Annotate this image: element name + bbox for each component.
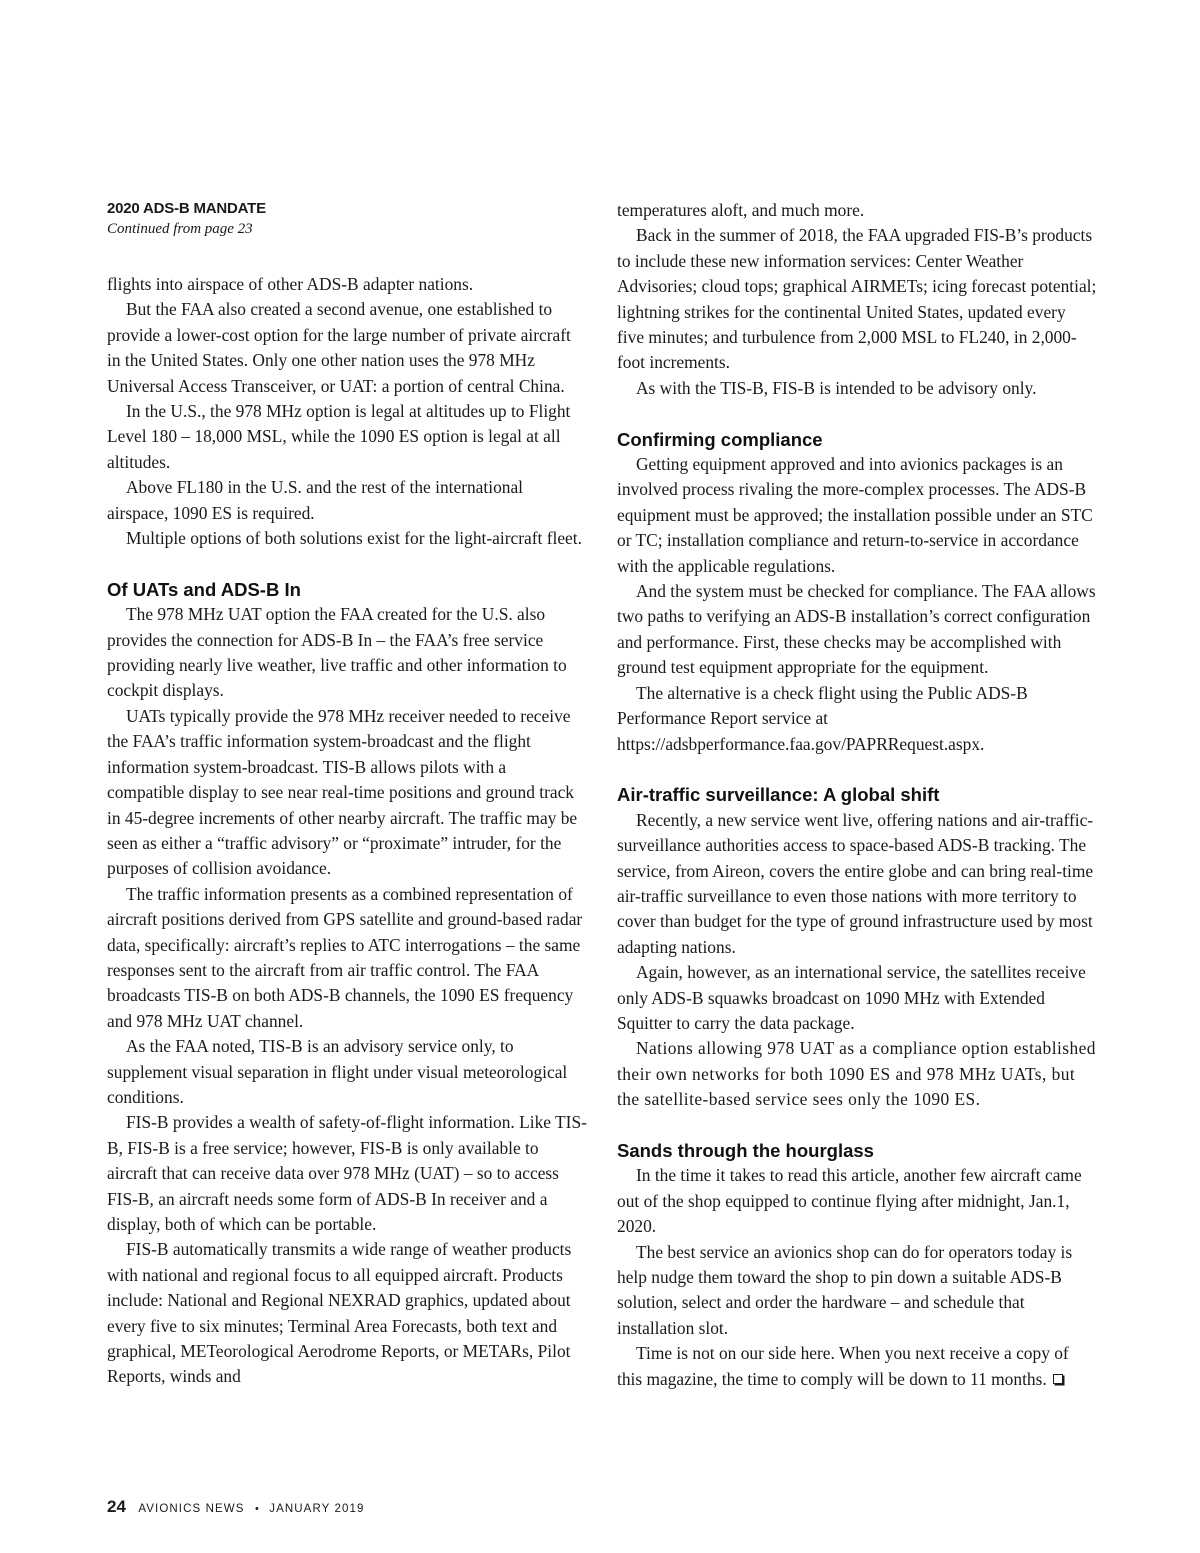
publication-name: AVIONICS NEWS bbox=[138, 1503, 245, 1515]
body-paragraph bbox=[617, 452, 1097, 579]
paragraph-text: UATs typically provide the 978 MHz receiver needed to receive the FAA’s traffic information system-broadcast and the flight information system-broadcast. TIS-B allows pilots with a compatible display to see near real-time positions and ground track in 45-degree increments of other nearby aircraft. The traffic may be seen as either a “traffic advisory” or “proximate” intruder, for the purposes of collision avoidance. bbox=[107, 705, 578, 879]
square-end-mark-icon bbox=[1053, 1374, 1063, 1384]
body-paragraph bbox=[107, 399, 587, 475]
left-column bbox=[107, 198, 587, 1390]
issue-date: JANUARY 2019 bbox=[269, 1503, 365, 1515]
paragraph-text: But the FAA also created a second avenue, one established to provide a lower-cost option for the large number of private aircraft in the United States. Only one other nation uses the 978 MHz Universal Access Transceiver, or UAT: a portion of central China. bbox=[107, 299, 571, 396]
paragraph-text: Time is not on our side here. When you next receive a copy of this magazine, the time to comply will be down to 11 months. bbox=[617, 1343, 1069, 1389]
right-column bbox=[617, 198, 1097, 1392]
body-paragraph bbox=[617, 579, 1097, 681]
paragraph-text: Nations allowing 978 UAT as a compliance option established their own networks for both 1090 ES and 978 MHz UATs, but the satellite-based service sees only the 1090 ES. bbox=[617, 1038, 1096, 1110]
section-heading-text: Sands through the hourglass bbox=[617, 1139, 874, 1161]
paragraph-text: Recently, a new service went live, offering nations and air-traffic-surveillance authorities access to space-based ADS-B tracking. The service, from Aireon, covers the entire globe and can bring real-time air-traffic surveillance to even those nations with more territory to cover than budget for the type of ground infrastructure used by most adapting nations. bbox=[617, 809, 1094, 957]
paragraph-text: Getting equipment approved and into avionics packages is an involved process rivaling the more-complex processes. The ADS-B equipment must be approved; the installation possible under an STC or TC; installation compliance and return-to-service in accordance with the applicable regulations. bbox=[617, 454, 1093, 576]
body-paragraph bbox=[617, 376, 1097, 401]
section-heading-text: Confirming compliance bbox=[617, 428, 823, 450]
right-column-body bbox=[617, 198, 1097, 1392]
body-paragraph bbox=[107, 1237, 587, 1389]
body-paragraph bbox=[107, 1034, 587, 1110]
section-heading bbox=[617, 1138, 1097, 1163]
continuation-header-title: 2020 ADS-B MANDATE bbox=[107, 200, 266, 217]
paragraph-text: Back in the summer of 2018, the FAA upgraded FIS-B’s products to include these new information services: Center Weather Advisories; cloud tops; graphical AIRMETs; icing forecast potential; lightning strikes for the continental United States, updated every five minutes; and turbulence from 2,000 MSL to FL240, in 2,000-foot increments. bbox=[617, 225, 1097, 373]
page-footer bbox=[107, 1497, 365, 1521]
body-paragraph bbox=[617, 808, 1097, 960]
body-paragraph bbox=[617, 1163, 1097, 1239]
paragraph-text: And the system must be checked for compliance. The FAA allows two paths to verifying an ADS-B installation’s correct configuration and performance. First, these checks may be accomplished with ground test equipment appropriate for the equipment. bbox=[617, 581, 1096, 678]
section-heading-text: Of UATs and ADS-B In bbox=[107, 578, 301, 600]
section-heading-text: Air-traffic surveillance: A global shift bbox=[617, 784, 940, 806]
paragraph-text: temperatures aloft, and much more. bbox=[617, 200, 865, 220]
paragraph-text: Again, however, as an international service, the satellites receive only ADS-B squawks broadcast on 1090 MHz with Extended Squitter to carry the data package. bbox=[617, 962, 1086, 1033]
body-paragraph bbox=[107, 475, 587, 526]
paragraph-text: The best service an avionics shop can do for operators today is help nudge them toward the shop to pin down a suitable ADS-B solution, select and order the hardware – and schedule that installation slot. bbox=[617, 1241, 1073, 1338]
body-paragraph bbox=[107, 602, 587, 704]
body-paragraph bbox=[107, 704, 587, 882]
paragraph-text: flights into airspace of other ADS-B adapter nations. bbox=[107, 274, 474, 294]
section-heading bbox=[617, 782, 1097, 807]
paragraph-text: FIS-B automatically transmits a wide range of weather products with national and regional focus to all equipped aircraft. Products include: National and Regional NEXRAD graphics, updated about every five to six minutes; Terminal Area Forecasts, both text and graphical, METeorological Aerodrome Reports, or METARs, Pilot Reports, winds and bbox=[107, 1239, 572, 1387]
body-paragraph bbox=[107, 882, 587, 1034]
section-heading bbox=[107, 577, 587, 602]
paragraph-text: The traffic information presents as a combined representation of aircraft positions derived from GPS satellite and ground-based radar data, specifically: aircraft’s replies to ATC interrogations – the same responses sent to the aircraft from air traffic control. The FAA broadcasts TIS-B on both ADS-B channels, the 1090 ES frequency and 978 MHz UAT channel. bbox=[107, 883, 583, 1031]
footer-separator: • bbox=[254, 1503, 259, 1515]
body-paragraph bbox=[617, 1341, 1097, 1392]
left-column-body bbox=[107, 272, 587, 1390]
page-number: 24 bbox=[107, 1497, 126, 1516]
paragraph-text: The 978 MHz UAT option the FAA created for the U.S. also provides the connection for ADS-B In – the FAA’s free service providing nearly live weather, live traffic and other information to cockpit displays. bbox=[107, 604, 567, 701]
paragraph-text: In the time it takes to read this article, another few aircraft came out of the shop equipped to continue flying after midnight, Jan.1, 2020. bbox=[617, 1165, 1082, 1237]
body-paragraph bbox=[107, 272, 587, 297]
paragraph-text: In the U.S., the 978 MHz option is legal at altitudes up to Flight Level 180 – 18,000 MSL, while the 1090 ES option is legal at all altitudes. bbox=[107, 401, 571, 472]
body-paragraph bbox=[107, 526, 587, 551]
paragraph-text: As with the TIS-B, FIS-B is intended to be advisory only. bbox=[636, 377, 1037, 398]
body-paragraph bbox=[617, 1240, 1097, 1342]
body-paragraph bbox=[107, 297, 587, 399]
paragraph-text: The alternative is a check flight using the Public ADS-B Performance Report service at https://adsbperformance.faa.gov/PAPRRequest.aspx. bbox=[617, 682, 1028, 754]
paragraph-text: Above FL180 in the U.S. and the rest of the international airspace, 1090 ES is required. bbox=[107, 477, 524, 523]
section-heading bbox=[617, 427, 1097, 452]
body-paragraph bbox=[617, 223, 1097, 375]
body-paragraph bbox=[617, 960, 1097, 1036]
body-paragraph bbox=[617, 681, 1097, 757]
paragraph-text: As the FAA noted, TIS-B is an advisory service only, to supplement visual separation in flight under visual meteorological conditions. bbox=[107, 1036, 568, 1107]
body-paragraph bbox=[617, 198, 1097, 223]
body-paragraph bbox=[617, 1036, 1097, 1112]
continued-from-note: Continued from page 23 bbox=[107, 221, 253, 237]
paragraph-text: FIS-B provides a wealth of safety-of-flight information. Like TIS-B, FIS-B is a free service; however, FIS-B is only available to aircraft that can receive data over 978 MHz (UAT) – so to access FIS-B, an aircraft needs some form of ADS-B In receiver and a display, both of which can be portable. bbox=[107, 1112, 587, 1235]
paragraph-text: Multiple options of both solutions exist for the light-aircraft fleet. bbox=[126, 528, 582, 549]
body-paragraph bbox=[107, 1110, 587, 1237]
